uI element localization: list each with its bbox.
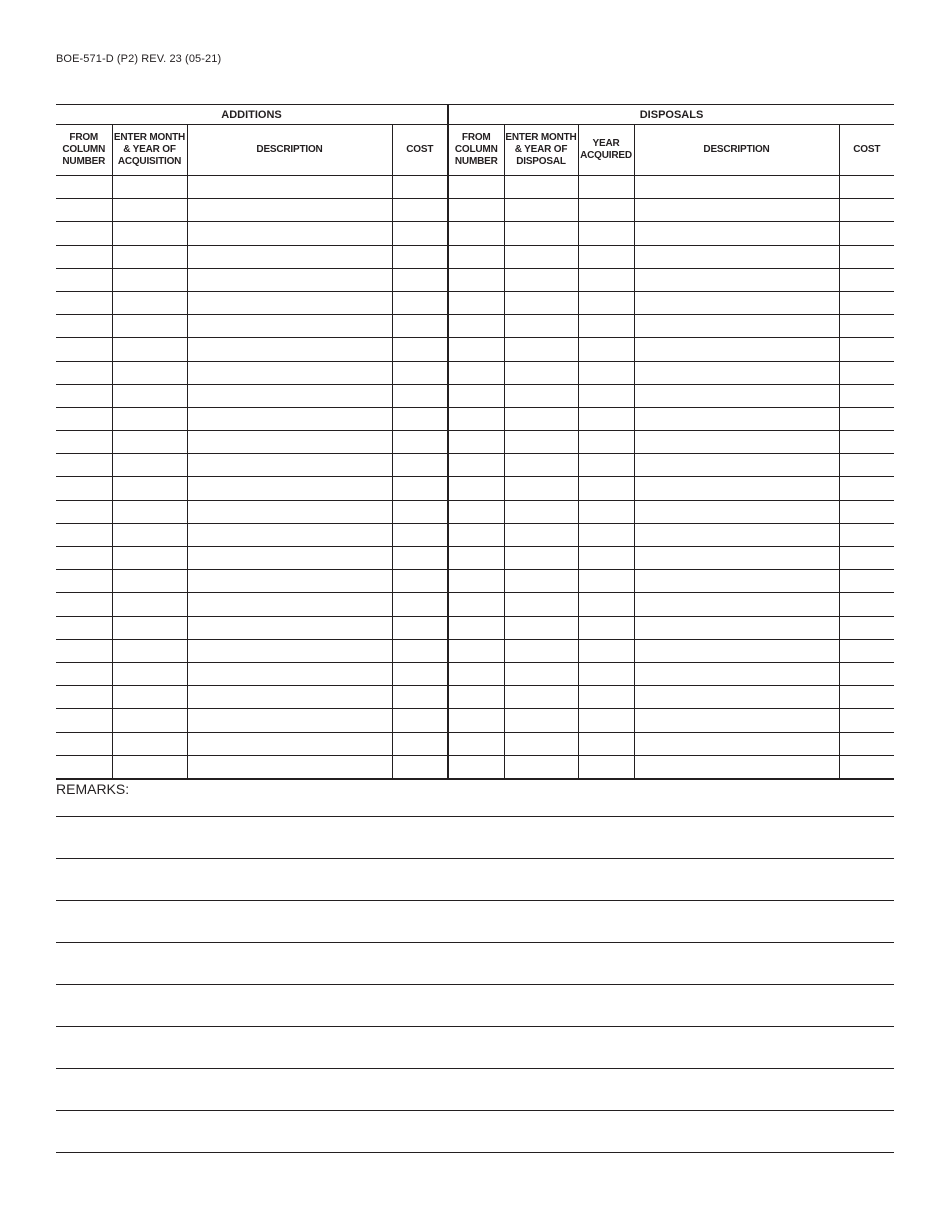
- disposals-description-cell[interactable]: [634, 431, 839, 454]
- disposals-year-acquired-cell[interactable]: [578, 361, 634, 384]
- table-row: [56, 639, 894, 662]
- table-row: [56, 454, 894, 477]
- additions-cost-cell[interactable]: [392, 361, 448, 384]
- additions-from-column-cell[interactable]: [56, 570, 112, 593]
- disposals-year-acquired-cell[interactable]: [578, 523, 634, 546]
- additions-description-cell[interactable]: [187, 245, 392, 268]
- disposals-cost-cell[interactable]: [839, 686, 894, 709]
- disposals-disposal-date-cell[interactable]: [504, 291, 578, 314]
- additions-cost-cell[interactable]: [392, 616, 448, 639]
- additions-from-column-cell[interactable]: [56, 222, 112, 245]
- disposals-description-cell[interactable]: [634, 570, 839, 593]
- table-row: [56, 616, 894, 639]
- disposals-year-acquired-cell[interactable]: [578, 199, 634, 222]
- additions-acquisition-date-cell[interactable]: [112, 523, 187, 546]
- additions-description-header: DESCRIPTION: [187, 125, 392, 176]
- remarks-line[interactable]: [56, 942, 894, 943]
- disposals-cost-cell[interactable]: [839, 176, 894, 199]
- disposals-cost-cell[interactable]: [839, 245, 894, 268]
- disposals-description-cell[interactable]: [634, 593, 839, 616]
- disposals-year-acquired-cell[interactable]: [578, 616, 634, 639]
- additions-description-cell[interactable]: [187, 639, 392, 662]
- additions-from-column-cell[interactable]: [56, 500, 112, 523]
- disposals-year-acquired-cell[interactable]: [578, 407, 634, 430]
- table-row: [56, 222, 894, 245]
- disposals-cost-header: COST: [839, 125, 894, 176]
- disposals-year-acquired-cell[interactable]: [578, 338, 634, 361]
- disposals-description-cell[interactable]: [634, 407, 839, 430]
- table-row: [56, 662, 894, 685]
- disposals-disposal-date-cell[interactable]: [504, 616, 578, 639]
- table-row: [56, 547, 894, 570]
- additions-cost-cell[interactable]: [392, 338, 448, 361]
- additions-acquisition-date-cell[interactable]: [112, 222, 187, 245]
- disposals-from-column-cell[interactable]: [448, 268, 504, 291]
- disposals-from-column-cell[interactable]: [448, 755, 504, 779]
- disposals-year-acquired-cell[interactable]: [578, 662, 634, 685]
- table-row: [56, 593, 894, 616]
- disposals-from-column-cell[interactable]: [448, 454, 504, 477]
- disposals-disposal-date-cell[interactable]: [504, 523, 578, 546]
- remarks-line[interactable]: [56, 900, 894, 901]
- disposals-cost-cell[interactable]: [839, 500, 894, 523]
- additions-from-column-cell[interactable]: [56, 338, 112, 361]
- disposals-year-acquired-cell[interactable]: [578, 245, 634, 268]
- disposals-description-cell[interactable]: [634, 222, 839, 245]
- disposals-from-column-cell[interactable]: [448, 222, 504, 245]
- disposals-cost-cell[interactable]: [839, 454, 894, 477]
- disposals-cost-cell[interactable]: [839, 222, 894, 245]
- additions-acquisition-date-cell[interactable]: [112, 338, 187, 361]
- additions-cost-header: COST: [392, 125, 448, 176]
- additions-cost-cell[interactable]: [392, 477, 448, 500]
- disposals-disposal-date-cell[interactable]: [504, 662, 578, 685]
- disposals-from-column-cell[interactable]: [448, 245, 504, 268]
- table-row: [56, 477, 894, 500]
- disposals-disposal-date-cell[interactable]: [504, 732, 578, 755]
- disposals-from-column-cell[interactable]: [448, 547, 504, 570]
- additions-acquisition-date-cell[interactable]: [112, 477, 187, 500]
- additions-cost-cell[interactable]: [392, 407, 448, 430]
- disposals-from-column-cell[interactable]: [448, 593, 504, 616]
- additions-disposals-table: [56, 104, 894, 780]
- disposals-description-cell[interactable]: [634, 709, 839, 732]
- table-row: [56, 245, 894, 268]
- table-row: [56, 686, 894, 709]
- additions-from-column-cell[interactable]: [56, 523, 112, 546]
- disposals-year-acquired-cell[interactable]: [578, 291, 634, 314]
- additions-cost-cell[interactable]: [392, 315, 448, 338]
- disposals-from-column-cell[interactable]: [448, 639, 504, 662]
- disposals-disposal-date-cell[interactable]: [504, 639, 578, 662]
- additions-description-cell[interactable]: [187, 199, 392, 222]
- disposals-year-acquired-cell[interactable]: [578, 500, 634, 523]
- additions-acquisition-date-cell[interactable]: [112, 407, 187, 430]
- remarks-line[interactable]: [56, 1110, 894, 1111]
- disposals-from-column-header: FROM COLUMN NUMBER: [448, 125, 504, 176]
- remarks-label: REMARKS:: [56, 781, 130, 797]
- additions-cost-cell[interactable]: [392, 709, 448, 732]
- table-row: [56, 291, 894, 314]
- additions-description-cell[interactable]: [187, 268, 392, 291]
- table-row: [56, 732, 894, 755]
- disposals-cost-cell[interactable]: [839, 199, 894, 222]
- table-row: [56, 199, 894, 222]
- disposals-cost-cell[interactable]: [839, 732, 894, 755]
- additions-cost-cell[interactable]: [392, 245, 448, 268]
- additions-from-column-cell[interactable]: [56, 732, 112, 755]
- disposals-cost-cell[interactable]: [839, 315, 894, 338]
- table-row: [56, 407, 894, 430]
- disposals-disposal-date-cell[interactable]: [504, 755, 578, 779]
- additions-from-column-cell[interactable]: [56, 384, 112, 407]
- additions-from-column-cell[interactable]: [56, 477, 112, 500]
- table-row: [56, 384, 894, 407]
- remarks-line[interactable]: [56, 1068, 894, 1069]
- additions-description-cell[interactable]: [187, 709, 392, 732]
- table-row: [56, 709, 894, 732]
- additions-acquisition-date-cell[interactable]: [112, 500, 187, 523]
- additions-acquisition-date-cell[interactable]: [112, 639, 187, 662]
- additions-acquisition-date-cell[interactable]: [112, 686, 187, 709]
- additions-from-column-cell[interactable]: [56, 755, 112, 779]
- disposals-disposal-date-cell[interactable]: [504, 477, 578, 500]
- additions-cost-cell[interactable]: [392, 268, 448, 291]
- disposals-year-acquired-cell[interactable]: [578, 593, 634, 616]
- disposals-cost-cell[interactable]: [839, 593, 894, 616]
- disposals-year-acquired-cell[interactable]: [578, 431, 634, 454]
- additions-acquisition-date-cell[interactable]: [112, 245, 187, 268]
- disposals-from-column-cell[interactable]: [448, 291, 504, 314]
- disposals-description-cell[interactable]: [634, 639, 839, 662]
- additions-cost-cell[interactable]: [392, 732, 448, 755]
- disposals-cost-cell[interactable]: [839, 407, 894, 430]
- additions-acquisition-date-cell[interactable]: [112, 662, 187, 685]
- additions-description-cell[interactable]: [187, 686, 392, 709]
- additions-from-column-cell[interactable]: [56, 315, 112, 338]
- disposals-description-cell[interactable]: [634, 176, 839, 199]
- additions-acquisition-date-cell[interactable]: [112, 199, 187, 222]
- additions-description-cell[interactable]: [187, 407, 392, 430]
- disposals-disposal-date-cell[interactable]: [504, 547, 578, 570]
- additions-from-column-cell[interactable]: [56, 176, 112, 199]
- disposals-from-column-cell[interactable]: [448, 477, 504, 500]
- disposals-disposal-date-cell[interactable]: [504, 176, 578, 199]
- additions-cost-cell[interactable]: [392, 500, 448, 523]
- additions-description-cell[interactable]: [187, 176, 392, 199]
- additions-from-column-cell[interactable]: [56, 245, 112, 268]
- additions-description-cell[interactable]: [187, 477, 392, 500]
- disposals-disposal-date-header: ENTER MONTH & YEAR OF DISPOSAL: [504, 125, 578, 176]
- disposals-from-column-cell[interactable]: [448, 662, 504, 685]
- disposals-description-cell[interactable]: [634, 291, 839, 314]
- disposals-from-column-cell[interactable]: [448, 431, 504, 454]
- additions-description-cell[interactable]: [187, 732, 392, 755]
- additions-acquisition-date-cell[interactable]: [112, 384, 187, 407]
- disposals-year-acquired-cell[interactable]: [578, 709, 634, 732]
- remarks-line[interactable]: [56, 858, 894, 859]
- disposals-description-header: DESCRIPTION: [634, 125, 839, 176]
- additions-description-cell[interactable]: [187, 431, 392, 454]
- disposals-description-cell[interactable]: [634, 662, 839, 685]
- additions-acquisition-date-cell[interactable]: [112, 268, 187, 291]
- additions-cost-cell[interactable]: [392, 384, 448, 407]
- disposals-disposal-date-cell[interactable]: [504, 338, 578, 361]
- additions-cost-cell[interactable]: [392, 755, 448, 779]
- additions-cost-cell[interactable]: [392, 547, 448, 570]
- remarks-line[interactable]: [56, 816, 894, 817]
- additions-acquisition-date-cell[interactable]: [112, 431, 187, 454]
- disposals-from-column-cell[interactable]: [448, 407, 504, 430]
- additions-cost-cell[interactable]: [392, 454, 448, 477]
- form-id: BOE-571-D (P2) REV. 23 (05-21): [56, 53, 222, 65]
- additions-description-cell[interactable]: [187, 547, 392, 570]
- additions-from-column-cell[interactable]: [56, 686, 112, 709]
- disposals-from-column-cell[interactable]: [448, 686, 504, 709]
- additions-acquisition-date-cell[interactable]: [112, 547, 187, 570]
- disposals-description-cell[interactable]: [634, 732, 839, 755]
- disposals-year-acquired-cell[interactable]: [578, 570, 634, 593]
- table-row: [56, 268, 894, 291]
- disposals-cost-cell[interactable]: [839, 616, 894, 639]
- additions-cost-cell[interactable]: [392, 662, 448, 685]
- disposals-disposal-date-cell[interactable]: [504, 222, 578, 245]
- disposals-disposal-date-cell[interactable]: [504, 361, 578, 384]
- additions-from-column-cell[interactable]: [56, 291, 112, 314]
- disposals-description-cell[interactable]: [634, 315, 839, 338]
- additions-from-column-header: FROM COLUMN NUMBER: [56, 125, 112, 176]
- additions-from-column-cell[interactable]: [56, 639, 112, 662]
- disposals-year-acquired-cell[interactable]: [578, 222, 634, 245]
- additions-description-cell[interactable]: [187, 616, 392, 639]
- disposals-from-column-cell[interactable]: [448, 338, 504, 361]
- additions-description-cell[interactable]: [187, 500, 392, 523]
- disposals-disposal-date-cell[interactable]: [504, 431, 578, 454]
- disposals-cost-cell[interactable]: [839, 662, 894, 685]
- disposals-description-cell[interactable]: [634, 477, 839, 500]
- disposals-disposal-date-cell[interactable]: [504, 454, 578, 477]
- additions-from-column-cell[interactable]: [56, 616, 112, 639]
- additions-from-column-cell[interactable]: [56, 268, 112, 291]
- disposals-from-column-cell[interactable]: [448, 176, 504, 199]
- table-row: [56, 176, 894, 199]
- table-row: [56, 338, 894, 361]
- disposals-from-column-cell[interactable]: [448, 384, 504, 407]
- table-row: [56, 315, 894, 338]
- disposals-description-cell[interactable]: [634, 547, 839, 570]
- disposals-from-column-cell[interactable]: [448, 500, 504, 523]
- remarks-line[interactable]: [56, 1152, 894, 1153]
- additions-header: ADDITIONS: [56, 105, 448, 125]
- disposals-disposal-date-cell[interactable]: [504, 500, 578, 523]
- additions-description-cell[interactable]: [187, 755, 392, 779]
- additions-acquisition-date-cell[interactable]: [112, 454, 187, 477]
- disposals-from-column-cell[interactable]: [448, 570, 504, 593]
- disposals-cost-cell[interactable]: [839, 268, 894, 291]
- remarks-line[interactable]: [56, 1026, 894, 1027]
- additions-cost-cell[interactable]: [392, 199, 448, 222]
- disposals-from-column-cell[interactable]: [448, 361, 504, 384]
- additions-acquisition-date-cell[interactable]: [112, 315, 187, 338]
- disposals-disposal-date-cell[interactable]: [504, 593, 578, 616]
- disposals-description-cell[interactable]: [634, 245, 839, 268]
- disposals-year-acquired-cell[interactable]: [578, 315, 634, 338]
- disposals-disposal-date-cell[interactable]: [504, 245, 578, 268]
- disposals-disposal-date-cell[interactable]: [504, 709, 578, 732]
- table-row: [56, 755, 894, 779]
- additions-acquisition-date-cell[interactable]: [112, 570, 187, 593]
- additions-description-cell[interactable]: [187, 315, 392, 338]
- additions-cost-cell[interactable]: [392, 291, 448, 314]
- table-row: [56, 361, 894, 384]
- disposals-description-cell[interactable]: [634, 523, 839, 546]
- additions-acquisition-date-cell[interactable]: [112, 593, 187, 616]
- disposals-cost-cell[interactable]: [839, 523, 894, 546]
- disposals-from-column-cell[interactable]: [448, 199, 504, 222]
- additions-description-cell[interactable]: [187, 593, 392, 616]
- disposals-cost-cell[interactable]: [839, 338, 894, 361]
- disposals-cost-cell[interactable]: [839, 477, 894, 500]
- additions-cost-cell[interactable]: [392, 686, 448, 709]
- disposals-cost-cell[interactable]: [839, 547, 894, 570]
- additions-acquisition-date-cell[interactable]: [112, 755, 187, 779]
- table-row: [56, 500, 894, 523]
- disposals-year-acquired-cell[interactable]: [578, 686, 634, 709]
- additions-cost-cell[interactable]: [392, 431, 448, 454]
- disposals-year-acquired-cell[interactable]: [578, 454, 634, 477]
- table-row: [56, 570, 894, 593]
- additions-description-cell[interactable]: [187, 570, 392, 593]
- additions-cost-cell[interactable]: [392, 639, 448, 662]
- disposals-cost-cell[interactable]: [839, 755, 894, 779]
- disposals-description-cell[interactable]: [634, 338, 839, 361]
- remarks-line[interactable]: [56, 984, 894, 985]
- disposals-cost-cell[interactable]: [839, 570, 894, 593]
- table-row: [56, 431, 894, 454]
- additions-from-column-cell[interactable]: [56, 547, 112, 570]
- disposals-from-column-cell[interactable]: [448, 523, 504, 546]
- disposals-description-cell[interactable]: [634, 755, 839, 779]
- additions-acquisition-date-cell[interactable]: [112, 176, 187, 199]
- disposals-description-cell[interactable]: [634, 361, 839, 384]
- disposals-year-acquired-header: YEAR ACQUIRED: [578, 125, 634, 176]
- disposals-cost-cell[interactable]: [839, 291, 894, 314]
- disposals-description-cell[interactable]: [634, 199, 839, 222]
- additions-cost-cell[interactable]: [392, 593, 448, 616]
- additions-acquisition-date-header: ENTER MONTH & YEAR OF ACQUISITION: [112, 125, 187, 176]
- disposals-year-acquired-cell[interactable]: [578, 755, 634, 779]
- disposals-description-cell[interactable]: [634, 268, 839, 291]
- additions-from-column-cell[interactable]: [56, 407, 112, 430]
- additions-description-cell[interactable]: [187, 662, 392, 685]
- disposals-disposal-date-cell[interactable]: [504, 384, 578, 407]
- additions-cost-cell[interactable]: [392, 176, 448, 199]
- disposals-description-cell[interactable]: [634, 686, 839, 709]
- additions-acquisition-date-cell[interactable]: [112, 291, 187, 314]
- disposals-from-column-cell[interactable]: [448, 315, 504, 338]
- disposals-description-cell[interactable]: [634, 616, 839, 639]
- additions-acquisition-date-cell[interactable]: [112, 709, 187, 732]
- disposals-disposal-date-cell[interactable]: [504, 407, 578, 430]
- additions-description-cell[interactable]: [187, 523, 392, 546]
- additions-acquisition-date-cell[interactable]: [112, 361, 187, 384]
- additions-from-column-cell[interactable]: [56, 199, 112, 222]
- disposals-cost-cell[interactable]: [839, 384, 894, 407]
- disposals-description-cell[interactable]: [634, 500, 839, 523]
- disposals-disposal-date-cell[interactable]: [504, 570, 578, 593]
- disposals-disposal-date-cell[interactable]: [504, 268, 578, 291]
- disposals-disposal-date-cell[interactable]: [504, 686, 578, 709]
- additions-from-column-cell[interactable]: [56, 662, 112, 685]
- disposals-description-cell[interactable]: [634, 384, 839, 407]
- disposals-year-acquired-cell[interactable]: [578, 176, 634, 199]
- additions-from-column-cell[interactable]: [56, 593, 112, 616]
- additions-from-column-cell[interactable]: [56, 709, 112, 732]
- additions-cost-cell[interactable]: [392, 222, 448, 245]
- additions-description-cell[interactable]: [187, 291, 392, 314]
- disposals-cost-cell[interactable]: [839, 431, 894, 454]
- additions-cost-cell[interactable]: [392, 570, 448, 593]
- disposals-disposal-date-cell[interactable]: [504, 315, 578, 338]
- additions-description-cell[interactable]: [187, 361, 392, 384]
- additions-description-cell[interactable]: [187, 338, 392, 361]
- disposals-disposal-date-cell[interactable]: [504, 199, 578, 222]
- additions-from-column-cell[interactable]: [56, 361, 112, 384]
- disposals-from-column-cell[interactable]: [448, 616, 504, 639]
- additions-acquisition-date-cell[interactable]: [112, 616, 187, 639]
- disposals-cost-cell[interactable]: [839, 639, 894, 662]
- disposals-from-column-cell[interactable]: [448, 732, 504, 755]
- disposals-description-cell[interactable]: [634, 454, 839, 477]
- additions-from-column-cell[interactable]: [56, 454, 112, 477]
- disposals-year-acquired-cell[interactable]: [578, 384, 634, 407]
- disposals-year-acquired-cell[interactable]: [578, 547, 634, 570]
- disposals-year-acquired-cell[interactable]: [578, 732, 634, 755]
- disposals-year-acquired-cell[interactable]: [578, 477, 634, 500]
- disposals-year-acquired-cell[interactable]: [578, 268, 634, 291]
- additions-description-cell[interactable]: [187, 454, 392, 477]
- additions-description-cell[interactable]: [187, 222, 392, 245]
- additions-description-cell[interactable]: [187, 384, 392, 407]
- disposals-cost-cell[interactable]: [839, 361, 894, 384]
- disposals-cost-cell[interactable]: [839, 709, 894, 732]
- additions-cost-cell[interactable]: [392, 523, 448, 546]
- table-row: [56, 523, 894, 546]
- additions-from-column-cell[interactable]: [56, 431, 112, 454]
- additions-acquisition-date-cell[interactable]: [112, 732, 187, 755]
- disposals-header: DISPOSALS: [448, 105, 894, 125]
- disposals-year-acquired-cell[interactable]: [578, 639, 634, 662]
- disposals-from-column-cell[interactable]: [448, 709, 504, 732]
